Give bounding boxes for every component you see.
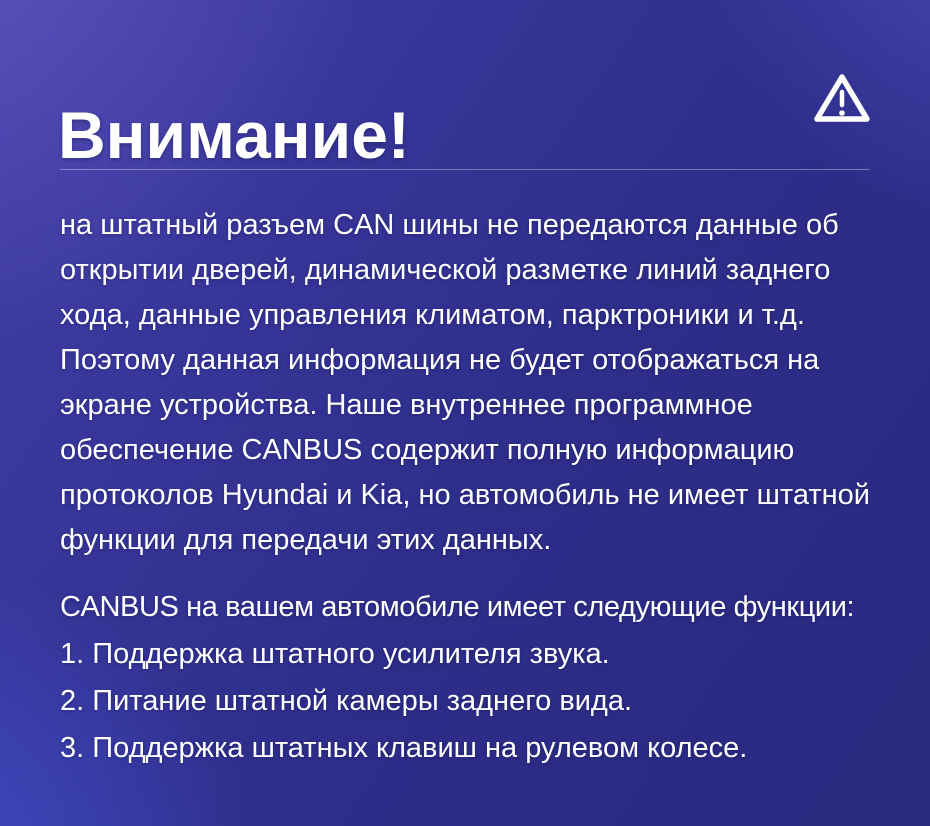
intro-line: обеспечение CANBUS содержит полную информацию [60,434,795,466]
intro-line: на штатный разъем CAN шины не передаются данные об [60,209,839,241]
list-item: 2. Питание штатной камеры заднего вида. [60,685,633,717]
intro-line: протоколов Hyundai и Kia, но автомобиль не имеет штатной [60,479,870,511]
functions-heading: CANBUS на вашем автомобиле имеет следующие функции: [60,591,855,623]
list-item: 3. Поддержка штатных клавиш на рулевом колесе. [60,732,748,764]
warning-triangle-icon [812,71,872,130]
page-title: Внимание! [58,98,410,173]
intro-line: хода, данные управления климатом, парктроники и т.д. [60,299,805,331]
list-item: 1. Поддержка штатного усилителя звука. [60,638,610,670]
intro-line: экране устройства. Наше внутреннее программное [60,389,753,421]
intro-line: функции для передачи этих данных. [60,524,552,556]
functions-section [60,584,875,772]
intro-paragraph [60,203,875,563]
intro-line: Поэтому данная информация не будет отображаться на [60,344,820,376]
intro-line: открытии дверей, динамической разметке линий заднего [60,254,831,286]
divider [60,169,870,170]
